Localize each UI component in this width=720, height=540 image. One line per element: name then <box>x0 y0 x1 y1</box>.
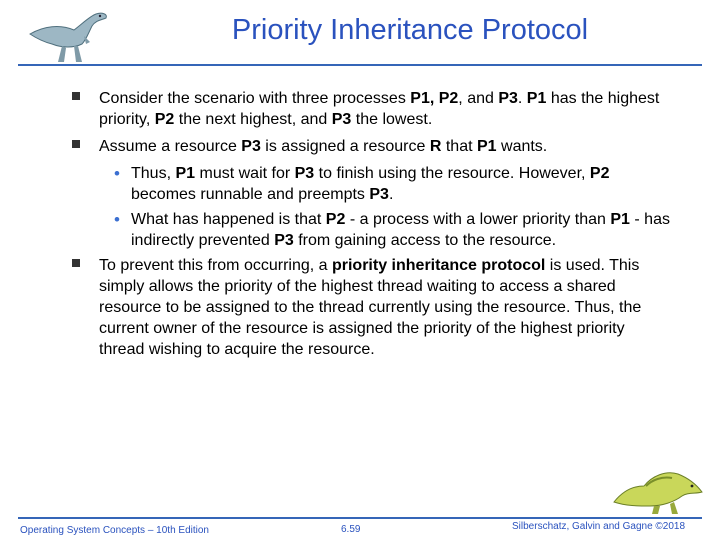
text-run: . <box>388 186 394 203</box>
dot-bullet-icon: • <box>114 210 120 229</box>
slide-title: Priority Inheritance Protocol <box>231 14 589 46</box>
bold-text: P1 <box>476 138 497 155</box>
bold-text: P2 <box>325 211 346 228</box>
bold-text: P3 <box>241 138 261 155</box>
bold-text: P3 <box>331 111 352 128</box>
bold-text: P1 <box>610 211 630 228</box>
text-run: the next highest, and <box>174 111 332 128</box>
bold-text: P3 <box>294 165 315 182</box>
text-run: , and <box>458 90 499 107</box>
bold-text: priority inheritance protocol <box>331 257 546 274</box>
bold-text: P3 <box>274 232 294 249</box>
bold-text: P3 <box>498 90 518 107</box>
bold-text: P1 <box>175 165 196 182</box>
text-run: has the highest priority, <box>99 90 660 128</box>
text-run: Thus, <box>131 165 176 182</box>
bold-text: P2 <box>154 111 175 128</box>
bullet-1 <box>72 88 672 130</box>
footer-page-number: 6.59 <box>341 524 361 535</box>
bold-text: P1, P2 <box>410 90 459 107</box>
text-run: Consider the scenario with three processes <box>99 90 411 107</box>
text-run: - a process with a lower priority than <box>345 211 611 228</box>
bullet-3 <box>72 255 672 360</box>
text-run: What has happened is that <box>131 211 326 228</box>
text-run: - has indirectly prevented <box>131 211 670 249</box>
square-bullet-icon <box>72 140 80 148</box>
bullet-2 <box>72 136 672 157</box>
footer-book-title: Operating System Concepts – 10th Edition <box>20 525 209 536</box>
footer-divider <box>18 517 702 519</box>
sub-bullet-2 <box>72 209 672 251</box>
text-run: . <box>517 90 527 107</box>
dot-bullet-icon: • <box>114 164 120 183</box>
footer-authors: Silberschatz, Galvin and Gagne ©2018 <box>512 521 686 532</box>
text-run: must wait for <box>195 165 295 182</box>
text-run: becomes runnable and preempts <box>131 186 370 203</box>
dinosaur-logo-icon <box>26 6 122 68</box>
bold-text: P1 <box>526 90 547 107</box>
text-run: Assume a resource <box>99 138 242 155</box>
bold-text: R <box>429 138 442 155</box>
text-run: from gaining access to the resource. <box>293 232 557 249</box>
text-run: is used. This simply allows the priority of the highest thread waiting to access a shared resource to be assigned to the thread currently using the resource. Thus, the current owner of the resource is assigned the priority of the highest priority thread wishing to acquire the resource. <box>99 257 642 358</box>
bold-text: P3 <box>369 186 389 203</box>
square-bullet-icon <box>72 92 80 100</box>
slide-content <box>72 88 672 366</box>
bold-text: P2 <box>589 165 610 182</box>
text-run: To prevent this from occurring, a <box>99 257 332 274</box>
text-run: to finish using the resource. However, <box>314 165 590 182</box>
text-run: that <box>441 138 477 155</box>
text-run: the lowest. <box>351 111 433 128</box>
square-bullet-icon <box>72 259 80 267</box>
text-run: is assigned a resource <box>260 138 430 155</box>
sub-bullet-1 <box>72 163 672 205</box>
dinosaur-footer-icon <box>612 462 708 516</box>
text-run: wants. <box>496 138 548 155</box>
title-divider <box>18 64 702 66</box>
